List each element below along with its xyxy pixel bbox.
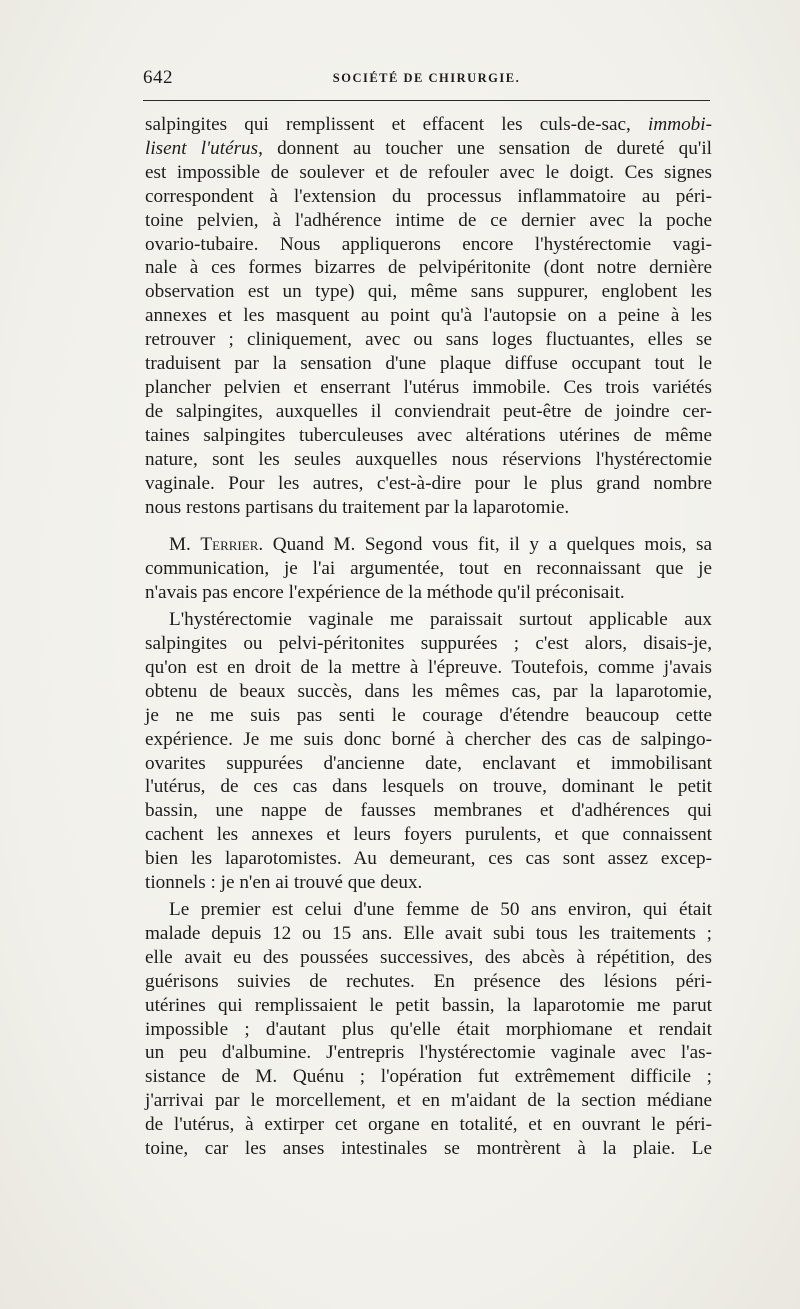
text-line: traduisent par la sensation d'une plaque diffuse occupant tout le xyxy=(145,353,712,375)
body-text xyxy=(145,113,712,1161)
text-line: obtenu de beaux succès, dans les mêmes cas, par la laparotomie, xyxy=(145,680,712,702)
page-header xyxy=(143,60,710,101)
paragraph xyxy=(145,608,712,895)
text-line: cachent les annexes et leurs foyers purulents, et que connaissent xyxy=(145,824,712,846)
text-line: utérines qui remplissaient le petit bassin, la laparotomie me parut xyxy=(145,994,712,1016)
running-head: SOCIÉTÉ DE CHIRURGIE. xyxy=(332,71,521,85)
text-line: communication, je l'ai argumentée, tout en reconnaissant que je xyxy=(145,558,712,580)
text-line: salpingites qui remplissent et effacent les culs-de-sac, immobi- xyxy=(145,114,712,135)
text-line: bassin, une nappe de fausses membranes et d'adhérences qui xyxy=(145,800,712,822)
text-line: j'arrivai par le morcellement, et en m'aidant de la section médiane xyxy=(145,1090,712,1112)
text-line: nale à ces formes bizarres de pelvipéritonite (dont notre dernière xyxy=(145,257,712,279)
text-line: M. Terrier. Quand M. Segond vous fit, il y a quelques mois, sa xyxy=(169,534,713,556)
text-line: qu'on est en droit de la mettre à l'épreuve. Toutefois, comme j'avais xyxy=(145,656,712,678)
text-line: impossible ; d'autant plus qu'elle était morphiomane et rendait xyxy=(145,1018,712,1040)
text-line: vaginale. Pour les autres, c'est-à-dire pour le plus grand nombre xyxy=(145,472,712,494)
text-line: L'hystérectomie vaginale me paraissait surtout applicable aux xyxy=(169,609,712,631)
text-line: guérisons suivies de rechutes. En présence des lésions péri- xyxy=(145,970,712,992)
text-line: nature, sont les seules auxquelles nous réservions l'hystérectomie xyxy=(145,448,712,470)
text-line: nous restons partisans du traitement par la laparotomie. xyxy=(145,496,570,518)
text-line: retrouver ; cliniquement, avec ou sans loges fluctuantes, elles se xyxy=(145,329,712,351)
text-line: je ne me suis pas senti le courage d'étendre beaucoup cette xyxy=(145,704,712,726)
text-line: l'utérus, de ces cas dans lesquels on trouve, dominant le petit xyxy=(145,776,712,798)
speaker-name: Terrier xyxy=(200,534,259,556)
text-line: tionnels : je n'en ai trouvé que deux. xyxy=(145,872,423,894)
text-line: lisent l'utérus, donnent au toucher une sensation de dureté qu'il xyxy=(145,137,712,159)
text-line: elle avait eu des poussées successives, des abcès à répétition, des xyxy=(145,946,712,968)
text-line: ovario-tubaire. Nous appliquerons encore l'hystérectomie vagi- xyxy=(145,233,712,255)
text-line: un peu d'albumine. J'entrepris l'hystérectomie vaginale avec l'as- xyxy=(145,1042,712,1064)
paragraph xyxy=(145,533,712,605)
text-line: correspondent à l'extension du processus inflammatoire au péri- xyxy=(145,185,712,207)
text-line: n'avais pas encore l'expérience de la méthode qu'il préconisait. xyxy=(145,582,625,604)
text-line: de l'utérus, à extirper cet organe en totalité, et en ouvrant le péri- xyxy=(145,1114,712,1136)
text-line: ovarites suppurées d'ancienne date, enclavant et immobilisant xyxy=(145,752,712,774)
paragraph xyxy=(145,898,712,1161)
text-line: de salpingites, auxquelles il conviendrait peut-être de joindre cer- xyxy=(145,400,712,422)
text-line: observation est un type) qui, même sans suppurer, englobent les xyxy=(145,281,712,303)
text-line: malade depuis 12 ou 15 ans. Elle avait subi tous les traitements ; xyxy=(145,922,712,944)
text-line: sistance de M. Quénu ; l'opération fut extrêmement difficile ; xyxy=(145,1066,712,1088)
text-line: est impossible de soulever et de refouler avec le doigt. Ces signes xyxy=(145,161,712,183)
text-line: salpingites ou pelvi-péritonites suppurées ; c'est alors, disais-je, xyxy=(145,633,712,655)
text-line: expérience. Je me suis donc borné à chercher des cas de salpingo- xyxy=(145,728,712,750)
text-line: taines salpingites tuberculeuses avec altérations utérines de même xyxy=(145,424,712,446)
text-line: bien les laparotomistes. Au demeurant, ces cas sont assez excep- xyxy=(145,848,712,870)
text-line: plancher pelvien et enserrant l'utérus immobile. Ces trois variétés xyxy=(145,376,712,398)
paragraph xyxy=(145,113,712,519)
page-number: 642 xyxy=(143,67,173,88)
text-line: toine, car les anses intestinales se montrèrent à la plaie. Le xyxy=(145,1138,712,1160)
text-line: toine pelvien, à l'adhérence intime de ce dernier avec la poche xyxy=(145,209,712,231)
text-line: annexes et les masquent au point qu'à l'autopsie on a peine à les xyxy=(145,305,712,327)
text-line: Le premier est celui d'une femme de 50 ans environ, qui était xyxy=(169,899,712,920)
